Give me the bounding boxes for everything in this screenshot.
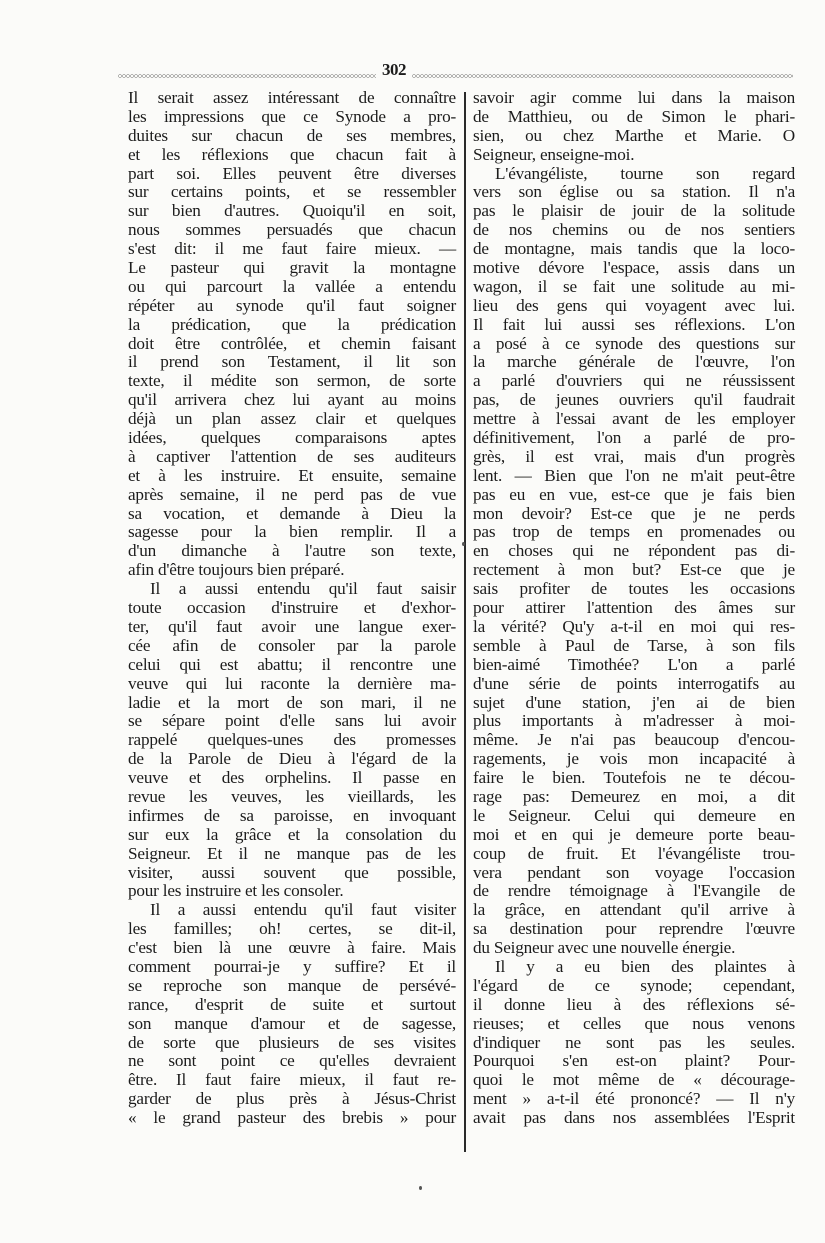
text-line: du Seigneur avec une nouvelle énergie. [473,938,736,958]
text-line: grès, il est vrai, mais d'un progrès [473,446,795,466]
text-line: rappelé quelques-unes des promesses [128,730,456,750]
text-line: se reproche son manque de persévé- [128,975,456,995]
text-line: cée afin de consoler par la parole [128,635,456,655]
text-line: en choses qui ne répondent pas di- [473,541,795,561]
text-line: de nos chemins ou de nos sentiers [473,220,795,240]
text-line: d'un dimanche à l'autre son texte, [128,541,456,561]
text-line: doit être contrôlée, et chemin faisant [128,333,456,353]
text-line: qu'il arrivera chez lui ayant au moins [128,390,456,410]
text-line: infirmes de sa paroisse, en invoquant [128,805,456,825]
text-line: Seigneur. Et il ne manque pas de les [128,843,456,863]
text-line: se sépare point d'elle sans lui avoir [128,711,456,731]
text-line: sujet d'une station, j'en ai de bien [473,692,795,712]
text-line: a posé à ce synode des questions sur [473,333,795,353]
text-line: répéter au synode qu'il faut soigner [128,295,456,315]
text-line: de rendre témoignage à l'Evangile de [473,881,795,901]
text-line: sais profiter de toutes les occasions [473,579,795,599]
text-line: après semaine, il ne perd pas de vue [128,484,456,504]
text-line: lieu des gens qui voyagent avec lui. [473,295,795,315]
text-line: c'est bien là une œuvre à faire. Mais [128,938,456,958]
text-line: les familles; oh! certes, se dit-il, [128,919,456,939]
left-text-column [128,89,456,1128]
text-line: comment pourrai-je y suffire? Et il [128,956,456,976]
text-line: il prend son Testament, il lit son [128,352,456,372]
text-line: afin d'être toujours bien préparé. [128,560,345,580]
text-line: celui qui est abattu; il rencontre une [128,654,456,674]
text-line: Il y a eu bien des plaintes à [495,956,795,976]
text-line: à captiver l'attention de ses auditeurs [128,446,456,466]
text-line: ladie et la mort de son mari, il ne [128,692,456,712]
text-line: bien-aimé Timothée? L'on a parlé [473,654,795,674]
text-line: pas eu en vue, est-ce que je fais bien [473,484,795,504]
text-line: être. Il faut faire mieux, il faut re- [128,1070,456,1090]
text-line: semble à Paul de Tarse, à son fils [473,635,795,655]
text-line: vers son église ou sa station. Il n'a [473,182,795,202]
text-line: « le grand pasteur des brebis » pour [128,1108,456,1128]
text-line: Il a aussi entendu qu'il faut saisir [150,579,456,599]
text-line: vera pendant son voyage l'occasion [473,862,795,882]
text-line: veuve qui lui raconte la dernière ma- [128,673,456,693]
text-line: et les réflexions que chacun fait à [128,144,456,164]
text-line: Il serait assez intéressant de connaître [128,88,456,107]
text-line: visiter, aussi souvent que possible, [128,862,456,882]
text-line: définitivement, l'on a parlé de pro- [473,428,795,448]
text-line: mon devoir? Est-ce que je ne perds [473,503,795,523]
text-line: coup de fruit. Et l'évangéliste trou- [473,843,795,863]
text-line: garder de plus près à Jésus-Christ [128,1089,456,1109]
text-line: ne sont point ce qu'elles devraient [128,1051,456,1071]
text-line: quoi le mot même de « décourage- [473,1070,795,1090]
text-line: d'indiquer ne sont pas les seules. [473,1032,795,1052]
text-line: ment » a-t-il été prononcé? — Il n'y [473,1089,795,1109]
text-line: la vérité? Qu'y a-t-il en moi qui res- [473,616,795,636]
text-line: de Matthieu, ou de Simon le phari- [473,106,795,126]
text-line: nous sommes persuadés que chacun [128,220,456,240]
text-line: de la Parole de Dieu à l'égard de la [128,749,456,769]
page-number: 302 [382,60,406,79]
text-line: rectement à mon but? Est-ce que je [473,560,795,580]
text-line: a parlé d'ouvriers qui ne réussissent [473,371,795,391]
text-line: revue les veuves, les vieillards, les [128,786,456,806]
print-speck [419,1186,422,1190]
text-line: sur bien d'autres. Quoiqu'il en soit, [128,201,456,221]
text-line: Il fait lui aussi ses réflexions. L'on [473,314,795,334]
text-line: lent. — Bien que l'on ne m'ait peut-être [473,465,795,485]
text-line: L'évangéliste, tourne son regard [495,163,795,183]
text-line: rance, d'esprit de suite et surtout [128,994,456,1014]
text-line: toute occasion d'instruire et d'exhor- [128,598,456,618]
text-line: la grâce, en attendant qu'il arrive à [473,900,795,920]
text-line: moi et en qui je demeure porte beau- [473,824,795,844]
text-line: pas le plaisir de jouir de la solitude [473,201,795,221]
text-line: avait pas dans nos assemblées l'Esprit [473,1108,795,1128]
text-line: texte, il médite son sermon, de sorte [128,371,456,391]
text-line: la marche générale de l'œuvre, l'on [473,352,795,372]
right-text-column [473,89,795,1128]
text-line: Seigneur, enseigne-moi. [473,144,635,164]
text-line: sien, ou chez Marthe et Marie. O [473,125,795,145]
text-line: son manque d'amour et de sagesse, [128,1013,456,1033]
text-line: mettre à l'essai avant de les employer [473,409,795,429]
text-line: duites sur chacun de ses membres, [128,125,456,145]
text-line: rage pas: Demeurez en moi, a dit [473,786,795,806]
text-line: sa vocation, et demande à Dieu la [128,503,456,523]
text-line: il donne lieu à des réflexions sé- [473,994,795,1014]
text-line: s'est dit: il me faut faire mieux. — [128,239,456,259]
text-line: le Seigneur. Celui qui demeure en [473,805,795,825]
running-header [118,60,793,82]
text-line: faire le bien. Toutefois ne te décou- [473,768,795,788]
text-line: de montagne, mais tandis que la loco- [473,239,795,259]
text-line: et à les instruire. Et ensuite, semaine [128,465,456,485]
text-line: de sorte que plusieurs de ses visites [128,1032,456,1052]
text-line: pour les instruire et les consoler. [128,881,344,901]
text-line: d'une série de points interrogatifs au [473,673,795,693]
text-line: déjà un plan assez clair et quelques [128,409,456,429]
text-line: pas, de jeunes ouvriers qu'il faudrait [473,390,795,410]
text-line: sagesse pour la bien remplir. Il a [128,522,456,542]
text-line: savoir agir comme lui dans la maison [473,88,795,107]
text-line: plus importants à m'adresser à moi- [473,711,795,731]
text-line: Le pasteur qui gravit la montagne [128,258,456,278]
text-line: ragements, je vois mon incapacité à [473,749,795,769]
text-line: ter, qu'il faut avoir une langue exer- [128,616,456,636]
text-line: motive dévore l'espace, assis dans un [473,258,795,278]
print-speck [462,542,465,546]
text-line: sur eux la grâce et la consolation du [128,824,456,844]
text-line: les impressions que ce Synode a pro- [128,106,456,126]
text-line: ou qui parcourt la vallée a entendu [128,276,456,296]
header-rule-right [412,72,793,78]
text-line: la prédication, que la prédication [128,314,456,334]
text-line: veuve et des orphelins. Il passe en [128,768,456,788]
header-rule-left [118,72,376,78]
text-line: sur certains points, et se ressembler [128,182,456,202]
text-line: wagon, il se fait une solitude au mi- [473,276,795,296]
text-line: idées, quelques comparaisons aptes [128,428,456,448]
text-line: part soi. Elles peuvent être diverses [128,163,456,183]
text-line: même. Je n'ai pas beaucoup d'encou- [473,730,795,750]
text-line: sa destination pour reprendre l'œuvre [473,919,795,939]
text-line: l'égard de ce synode; cependant, [473,975,795,995]
text-line: Il a aussi entendu qu'il faut visiter [150,900,456,920]
text-line: Pourquoi s'en est-on plaint? Pour- [473,1051,795,1071]
text-line: pour attirer l'attention des âmes sur [473,598,795,618]
column-separator-rule [464,92,466,1152]
text-line: pas trop de temps en promenades ou [473,522,795,542]
text-line: rieuses; et celles que nous venons [473,1013,795,1033]
